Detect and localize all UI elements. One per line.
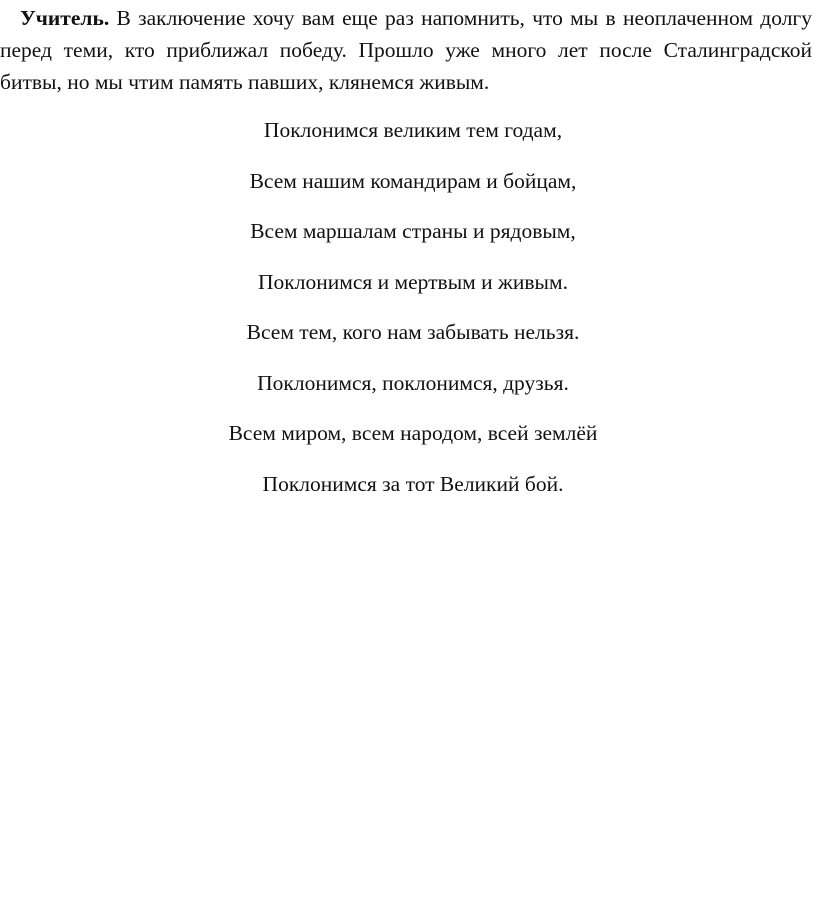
poem-line: Всем миром, всем народом, всей землёй [228, 421, 598, 445]
poem-line: Поклонимся за тот Великий бой. [262, 471, 564, 496]
poem-line: Поклонимся и мертвым и живым. [258, 269, 568, 294]
poem [0, 115, 816, 519]
speaker-label: Учитель. [20, 6, 110, 30]
intro-paragraph [0, 2, 812, 98]
poem-line: Всем нашим командирам и бойцам, [249, 168, 577, 193]
poem-line: Поклонимся, поклонимся, друзья. [257, 370, 569, 395]
poem-line: Всем маршалам страны и рядовым, [250, 219, 576, 243]
intro-text: В заключение хочу вам еще раз напомнить, что мы в неоплаченном долгу перед теми, кто приближал победу. Прошло уже много лет после Сталинградской битвы, но мы чтим память павших, клянемся живым. [0, 6, 812, 94]
poem-line: Всем тем, кого нам забывать нельзя. [246, 320, 580, 344]
poem-line: Поклонимся великим тем годам, [263, 118, 563, 142]
